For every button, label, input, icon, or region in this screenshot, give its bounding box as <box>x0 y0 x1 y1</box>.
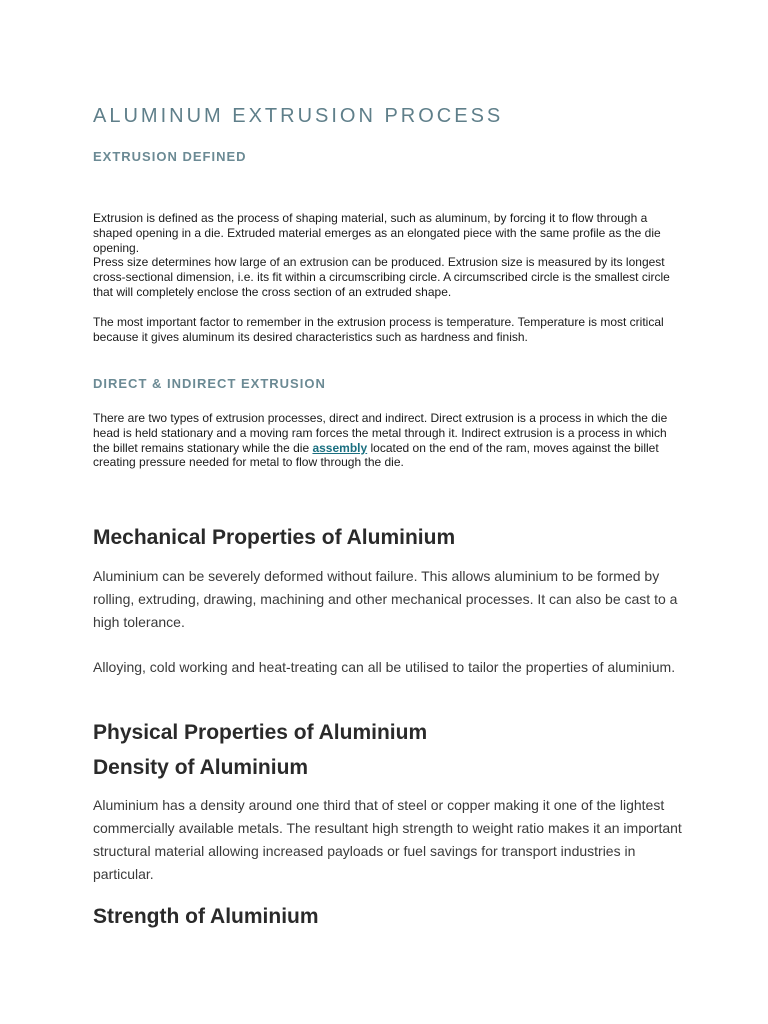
direct-indirect-heading: DIRECT & INDIRECT EXTRUSION <box>93 376 326 391</box>
density-heading: Density of Aluminium <box>93 756 309 779</box>
extrusion-defined-paragraph <box>93 211 678 300</box>
direct-indirect-text-start: There are two types of extrusion processes, direct and indirect. Direct extrusion is a process in which the die head is held stationary and a moving ram forces the metal through it. Indirect extrusion is a process in which the billet remains stationary while the die <box>93 411 668 455</box>
physical-properties-heading: Physical Properties of Aluminium <box>93 721 428 744</box>
page-title: ALUMINUM EXTRUSION PROCESS <box>93 105 504 127</box>
strength-heading: Strength of Aluminium <box>93 905 319 928</box>
direct-indirect-text-end: located on the end of the ram, moves against the billet creating pressure needed for metal to flow through the die. <box>93 440 659 470</box>
mechanical-properties-heading: Mechanical Properties of Aluminium <box>93 526 456 549</box>
direct-indirect-paragraph <box>93 411 678 470</box>
press-size-text: Press size determines how large of an extrusion can be produced. Extrusion size is measured by its longest cross-sectional dimension, i.e. its fit within a circumscribing circle. A circumscribed circle is the smallest circle that will completely enclose the cross section of an extruded shape. <box>93 255 670 299</box>
density-paragraph: Aluminium has a density around one third that of steel or copper making it one of the lightest commercially available metals. The resultant high strength to weight ratio makes it an important structural material allowing increased payloads or fuel savings for transport industries in particular. <box>93 797 682 882</box>
extrusion-defined-heading: EXTRUSION DEFINED <box>93 149 247 164</box>
mechanical-paragraph-1: Aluminium can be severely deformed without failure. This allows aluminium to be formed by rolling, extruding, drawing, machining and other mechanical processes. It can also be cast to a high tolerance. <box>93 568 678 630</box>
temperature-paragraph: The most important factor to remember in the extrusion process is temperature. Temperature is most critical because it gives aluminum its desired characteristics such as hardness and finish. <box>93 315 664 344</box>
assembly-link[interactable]: assembly <box>312 440 368 455</box>
extrusion-definition-text: Extrusion is defined as the process of shaping material, such as aluminum, by forcing it to flow through a shaped opening in a die. Extruded material emerges as an elongated piece with the same profile as the die opening. <box>93 211 661 255</box>
mechanical-paragraph-2: Alloying, cold working and heat-treating can all be utilised to tailor the properties of aluminium. <box>93 659 676 675</box>
